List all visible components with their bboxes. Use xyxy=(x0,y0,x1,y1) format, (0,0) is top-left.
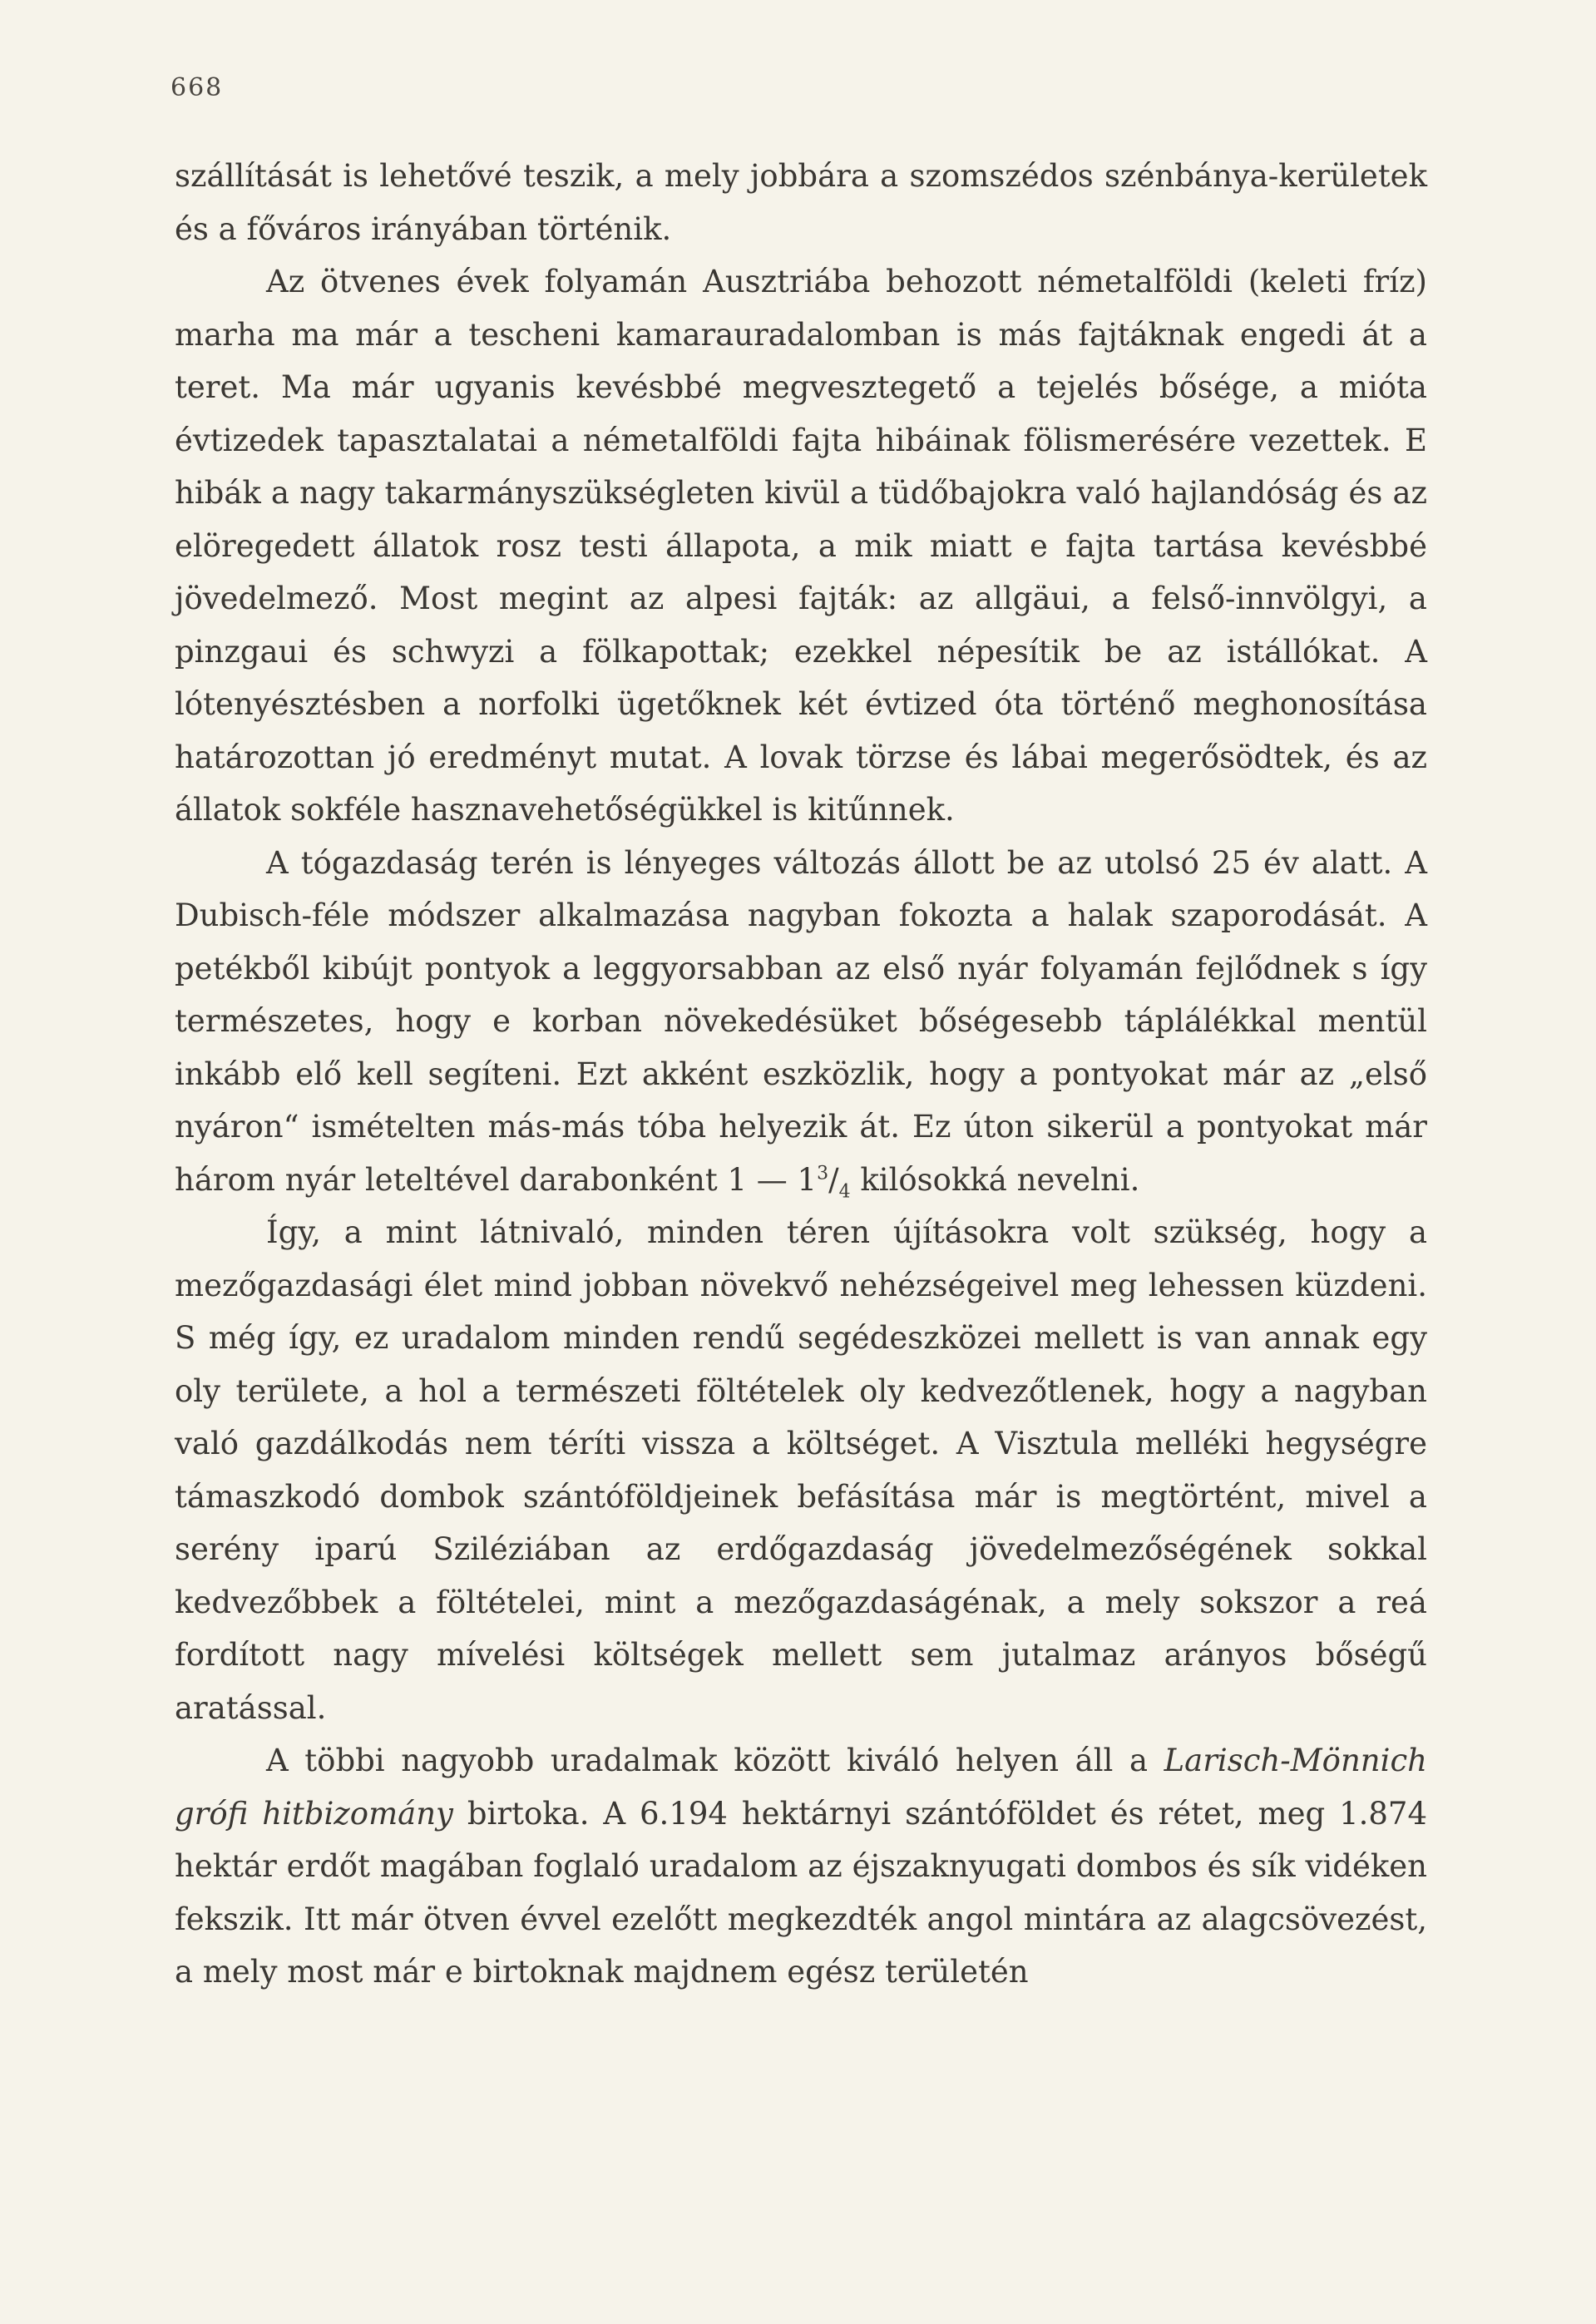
paragraph-text: A tógazdaság terén is lényeges változás állott be az utolsó 25 év alatt. A Dubisch-féle módszer alkalmazása nagyban fokozta a halak szaporodását. A petékből kibújt pontyok a leggyorsabban az első nyár folyamán fejlődnek s így természetes, hogy e korban növekedésüket bőségesebb táplálékkal mentül inkább elő kell segíteni. Ezt akként eszközlik, hogy a pontyokat már az „első nyáron“ ismételten más-más tóba helyezik át. Ez úton sikerül a pontyokat már három nyár leteltével darabonként 1 — 1 xyxy=(175,844,1427,1198)
fraction-separator: / xyxy=(828,1161,839,1198)
paragraph xyxy=(175,1734,1427,1999)
paragraph: Az ötvenes évek folyamán Ausztriába behozott németalföldi (keleti fríz) marha ma már a tescheni kamarauradalomban is más fajtáknak engedi át a teret. Ma már ugyanis kevésbbé megvesztegető a tejelés bősége, a mióta évtizedek tapasztalatai a németalföldi fajta hibáinak fölismerésére vezettek. E hibák a nagy takarmányszükségleten kivül a tüdőbajokra való hajlandóság és az elöregedett állatok rosz testi állapota, a mik miatt e fajta tartása kevésbbé jövedelmező. Most megint az alpesi fajták: az allgäui, a felső-innvölgyi, a pinzgaui és schwyzi a fölkapottak; ezekkel népesítik be az istállókat. A lótenyésztésben a norfolki ügetőknek két évtized óta történő meghonosítása határozottan jó eredményt mutat. A lovak törzse és lábai megerősödtek, és az állatok sokféle hasznavehetőségükkel is kitűnnek. xyxy=(175,264,1427,828)
paragraph xyxy=(175,837,1427,1207)
text-column xyxy=(175,150,1427,1999)
paragraph-text: birtoka. A 6.194 hektárnyi szántóföldet és rétet, meg 1.874 hektár erdőt magában foglaló uradalom az éjszaknyugati dombos és sík vidéken fekszik. Itt már ötven évvel ezelőtt megkezdték angol mintára az alagcsövezést, a mely most már e birtoknak majdnem egész területén xyxy=(175,1795,1427,1990)
fraction-numerator: 3 xyxy=(817,1163,829,1184)
italic-estate-name: Larisch-Mönnich grófi hitbizomány xyxy=(175,1743,1427,1832)
page-number: 668 xyxy=(170,73,224,102)
paragraph: Így, a mint látnivaló, minden téren újításokra volt szükség, hogy a mezőgazdasági élet mind jobban növekvő nehézségeivel meg lehessen küzdeni. S még így, ez uradalom minden rendű segédeszközei mellett is van annak egy oly területe, a hol a természeti föltételek oly kedvezőtlenek, hogy a nagyban való gazdálkodás nem téríti vissza a költséget. A Visztula melléki hegységre támaszkodó dombok szántóföldjeinek befásítása már is megtörtént, mivel a serény iparú Sziléziában az erdőgazdaság jövedelmezőségének sokkal kedvezőbbek a föltételei, mint a mezőgazdaságénak, a mely sokszor a reá fordított nagy mívelési költségek mellett sem jutalmaz arányos bőségű aratással. xyxy=(175,1214,1427,1726)
paragraph-text: A többi nagyobb uradalmak között kiváló helyen áll a xyxy=(266,1743,1164,1778)
paragraph: szállítását is lehetővé teszik, a mely jobbára a szomszédos szénbánya-kerületek és a főváros irányában történik. xyxy=(175,158,1427,247)
fraction-denominator: 4 xyxy=(838,1180,851,1202)
paragraph-text: kilósokká nevelni. xyxy=(850,1161,1140,1198)
